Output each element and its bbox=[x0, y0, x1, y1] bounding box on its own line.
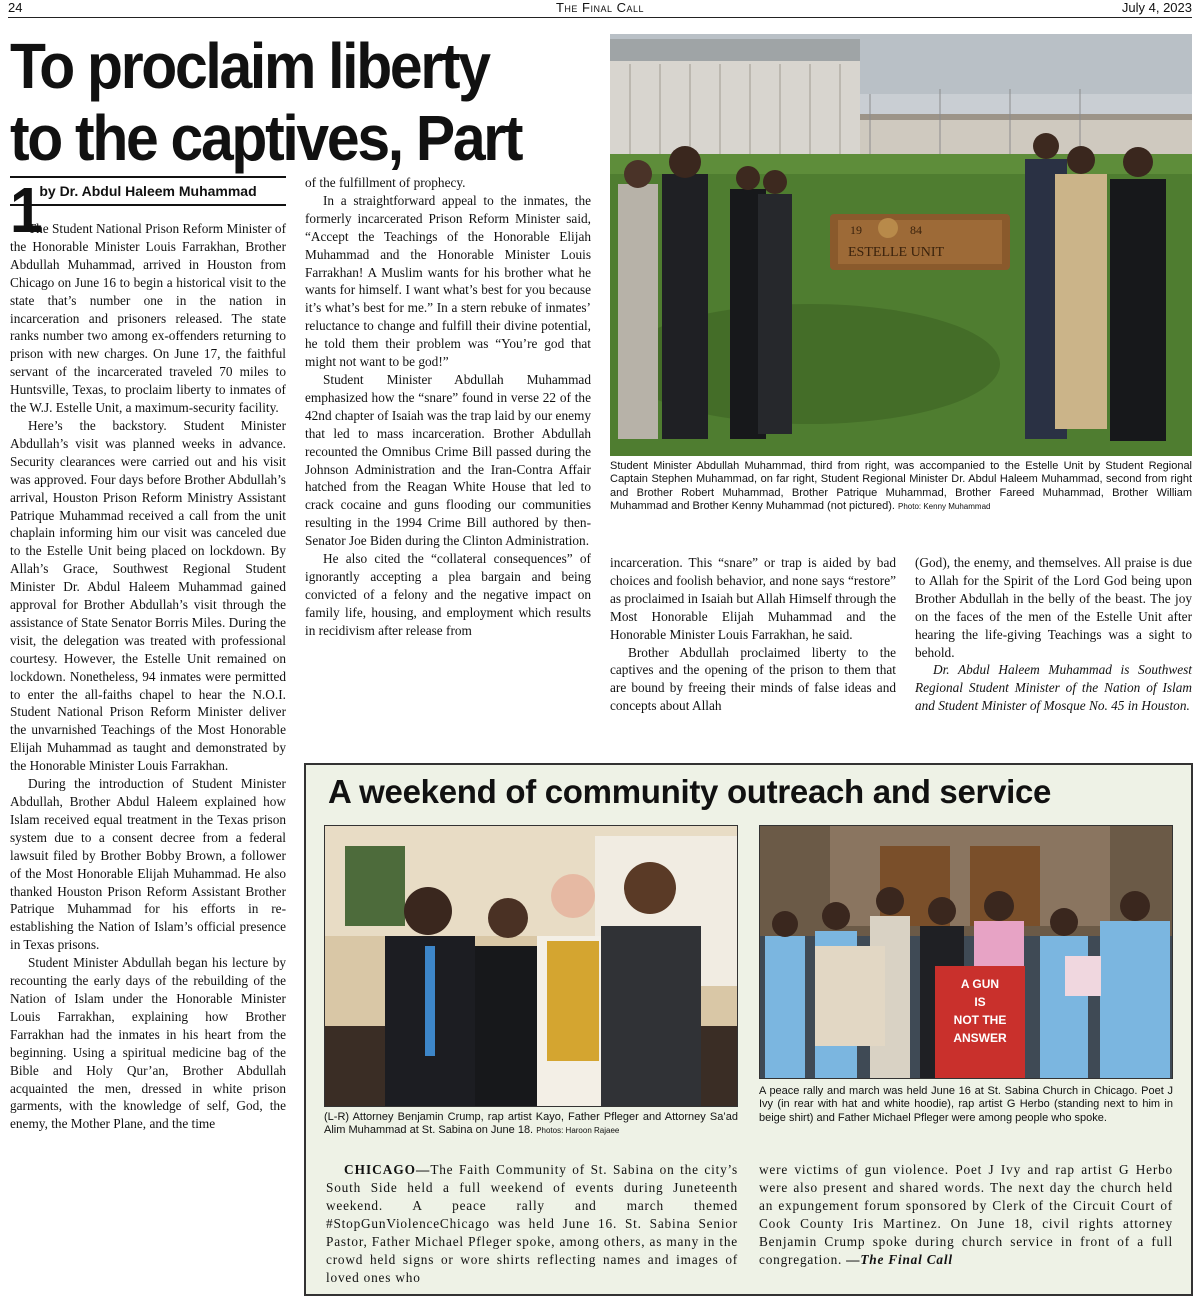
article-paragraph: (God), the enemy, and themselves. All praise is due to Allah for the Spirit of the Lord God being upon Brother Abdullah in the belly of the beast. The joy on the faces of the men of the Estelle Unit after hearing the life-giving Teachings was a sight to behold. bbox=[915, 555, 1192, 660]
article-column-1 bbox=[10, 220, 286, 1133]
sign-year-right: 84 bbox=[910, 223, 922, 237]
publication-name: The Final Call bbox=[555, 0, 645, 15]
article-column-4 bbox=[915, 554, 1192, 715]
crump-pfleger-photo-art bbox=[325, 826, 738, 1107]
photo-credit: Photos: Haroon Rajaee bbox=[536, 1126, 620, 1136]
box-title: A weekend of community outreach and service bbox=[328, 773, 1052, 810]
peace-rally-caption: A peace rally and march was held June 16 at St. Sabina Church in Chicago. Poet J Ivy (in rear with hat and white hoodie), rap artist G Herbo (standing next to him in beige shirt) and Father Michael Pfleger were among people who spoke. bbox=[759, 1085, 1173, 1124]
byline: by Dr. Abdul Haleem Muhammad bbox=[10, 176, 286, 206]
article-paragraph: Here’s the backstory. Student Minister Abdullah’s visit was planned weeks in advance. Security clearances were carried out and his visit was approved. Four days before Brother Abdullah’s arrival, Houston Prison Reform Ministry Assistant Patrique Muhammad received a call from the unit chaplain informing him our visit was canceled due to the Estelle Unit being placed on lockdown. By Allah’s Grace, Southwest Regional Student Minister Dr. Abdul Haleem Muhammad gained approval for Brother Abdullah’s visit through the assistance of State Senator Borris Miles. During the visit, the delegation was treated with professional courtesy. However, the Estelle Unit remained on lockdown. Nonetheless, 94 inmates were permitted to enter the all-faiths chapel to hear the N.O.I. Student National Prison Reform Minister deliver the unvarnished Teachings of the Most Honorable Elijah Muhammad as taught and demonstrated by the Honorable Minister Louis Farrakhan. bbox=[10, 417, 286, 774]
crump-pfleger-caption bbox=[324, 1111, 738, 1138]
peace-rally-photo-art bbox=[760, 826, 1173, 1079]
rally-sign-line: NOT THE bbox=[953, 1013, 1007, 1027]
box-body-left: The Faith Community of St. Sabina on the city’s South Side held a full weekend of events during Juneteenth weekend. A peace rally and march themed #StopGunViolenceChicago was held June 16. St. Sabina Senior Pastor, Father Michael Pfleger spoke, among others, as many in the crowd held signs or wore shirts reflecting names and images of loved ones who bbox=[326, 1162, 738, 1285]
rally-sign-line: A GUN bbox=[960, 977, 1000, 991]
article-paragraph: Student Minister Abdullah Muhammad emphasized how the “snare” found in verse 22 of the 42nd chapter of Isaiah was the trap laid by our enemy that led to mass incarceration. Brother Abdullah recounted the Omnibus Crime Bill passed during the Johnson Administration and the Iran-Contra Affair hatched from the Reagan White House that led to crack cocaine and guns flooding our communities resulting in the 1994 Crime Bill authored by then-Senator Joe Biden during the Clinton Administration. bbox=[305, 371, 591, 549]
article-paragraph: of the fulfillment of prophecy. bbox=[305, 175, 466, 190]
page-number: 24 bbox=[8, 0, 23, 15]
photo-credit: Photo: Kenny Muhammad bbox=[897, 502, 991, 512]
sign-year-left: 19 bbox=[850, 223, 862, 237]
estelle-unit-caption bbox=[610, 460, 1192, 514]
peace-rally-photo bbox=[759, 825, 1173, 1079]
article-paragraph: The Student National Prison Reform Minister of the Honorable Minister Louis Farrakhan, Brother Abdullah Muhammad, arrived in Houston from Chicago on June 16 to begin a historical visit to the state that’s number one in the nation in incarceration and prisoners released. The state ranks number two among ex-offenders returning to prison with new charges. On June 17, the faithful servant of the incarcerated traveled 70 miles to Huntsville, Texas, to proclaim liberty to inmates of the W.J. Estelle Unit, a maximum-security facility. bbox=[10, 221, 286, 416]
article-paragraph: During the introduction of Student Minister Abdullah, Brother Abdul Haleem explained how Islam received equal treatment in the Texas prison system due to a consent decree from a federal lawsuit filed by Brother Bobby Brown, a follower of the Most Honorable Elijah Muhammad. He also thanked Houston Prison Reform Assistant Brother Patrique Muhammad for his efforts in re-establishing the Nation of Islam’s official presence in Texas prisons. bbox=[10, 776, 286, 953]
box-column-right bbox=[759, 1161, 1173, 1269]
community-outreach-box bbox=[304, 763, 1193, 1296]
article-paragraph: Brother Abdullah proclaimed liberty to the captives and the opening of the prison to them that are bound by freeing their minds of false ideas and concepts about Allah bbox=[610, 644, 896, 714]
rally-sign-line: IS bbox=[974, 995, 986, 1009]
article-paragraph: Student Minister Abdullah began his lecture by recounting the early days of the rebuilding of the Nation of Islam under the Honorable Minister Louis Farrakhan, explaining how Brother Farrakhan had the inmates in his heart from the beginning. Using a spiritual medicine bag of the Bible and Holy Qur’an, Brother Abdullah acquainted the men, dressed in white prison garments, with the knowledge of self, God, the enemy, the Mother Plane, and the time bbox=[10, 955, 286, 1132]
headline-line-2: to the captives, Part 1 bbox=[10, 102, 522, 246]
dateline: CHICAGO— bbox=[344, 1162, 431, 1177]
estelle-unit-photo-art bbox=[610, 34, 1192, 456]
signoff: —The Final Call bbox=[846, 1252, 953, 1267]
article-column-2 bbox=[305, 174, 591, 640]
rally-sign-line: ANSWER bbox=[953, 1031, 1007, 1045]
article-paragraph: incarceration. This “snare” or trap is aided by bad choices and foolish behavior, and none says “restore” as proclaimed in Isaiah but Allah Himself through the Most Honorable Elijah Muhammad and the Honorable Minister Louis Farrakhan, he said. bbox=[610, 555, 896, 642]
box-column-left bbox=[326, 1161, 738, 1287]
box-body-right: were victims of gun violence. Poet J Ivy and rap artist G Herbo were also present and shared words. The next day the church held an expungement forum sponsored by Clerk of the Circuit Court of Cook County Iris Martinez. On June 18, civil rights attorney Benjamin Crump spoke during church service in front of a full congregation. bbox=[759, 1162, 1173, 1267]
crump-pfleger-photo bbox=[324, 825, 738, 1107]
article-column-3 bbox=[610, 554, 896, 715]
article-paragraph: In a straightforward appeal to the inmates, the formerly incarcerated Prison Reform Minister said, “Accept the Teachings of the Honorable Elijah Muhammad and the Honorable Minister Louis Farrakhan! A Muslim wants for his brother what he wants for himself. I want what’s best for you because it’s what’s best for me.” In a stern rebuke of inmates’ reluctance to change and fulfill their divine potential, he told them their problem was “You’re god that might not want to be god!” bbox=[305, 192, 591, 370]
running-head bbox=[8, 0, 1192, 18]
caption-text: (L-R) Attorney Benjamin Crump, rap artist Kayo, Father Pfleger and Attorney Sa’ad Alim Muhammad at St. Sabina on June 18. bbox=[324, 1111, 738, 1137]
headline-line-1: To proclaim liberty bbox=[10, 30, 489, 102]
estelle-unit-photo bbox=[610, 34, 1192, 456]
sign-text: ESTELLE UNIT bbox=[848, 245, 945, 260]
issue-date: July 4, 2023 bbox=[1121, 0, 1192, 15]
caption-text: Student Minister Abdullah Muhammad, third from right, was accompanied to the Estelle Unit by Student Regional Captain Stephen Muhammad, on far right, Student Regional Minister Dr. Abdul Haleem Muhammad, second from right and Brother Robert Muhammad, Brother Patrique Muhammad, Brother Fareed Muhammad, Brother William Muhammad and Brother Kenny Muhammad (not pictured). bbox=[610, 460, 1192, 513]
author-bio: Dr. Abdul Haleem Muhammad is Southwest Regional Student Minister of the Nation of Islam and Student Minister of Mosque No. 45 in Houston. bbox=[915, 662, 1192, 714]
article-paragraph: He also cited the “collateral consequences” of ignorantly accepting a plea bargain and being convicted of a felony and the negative impact on family life, housing, and employment which results in recidivism after release from bbox=[305, 551, 591, 638]
